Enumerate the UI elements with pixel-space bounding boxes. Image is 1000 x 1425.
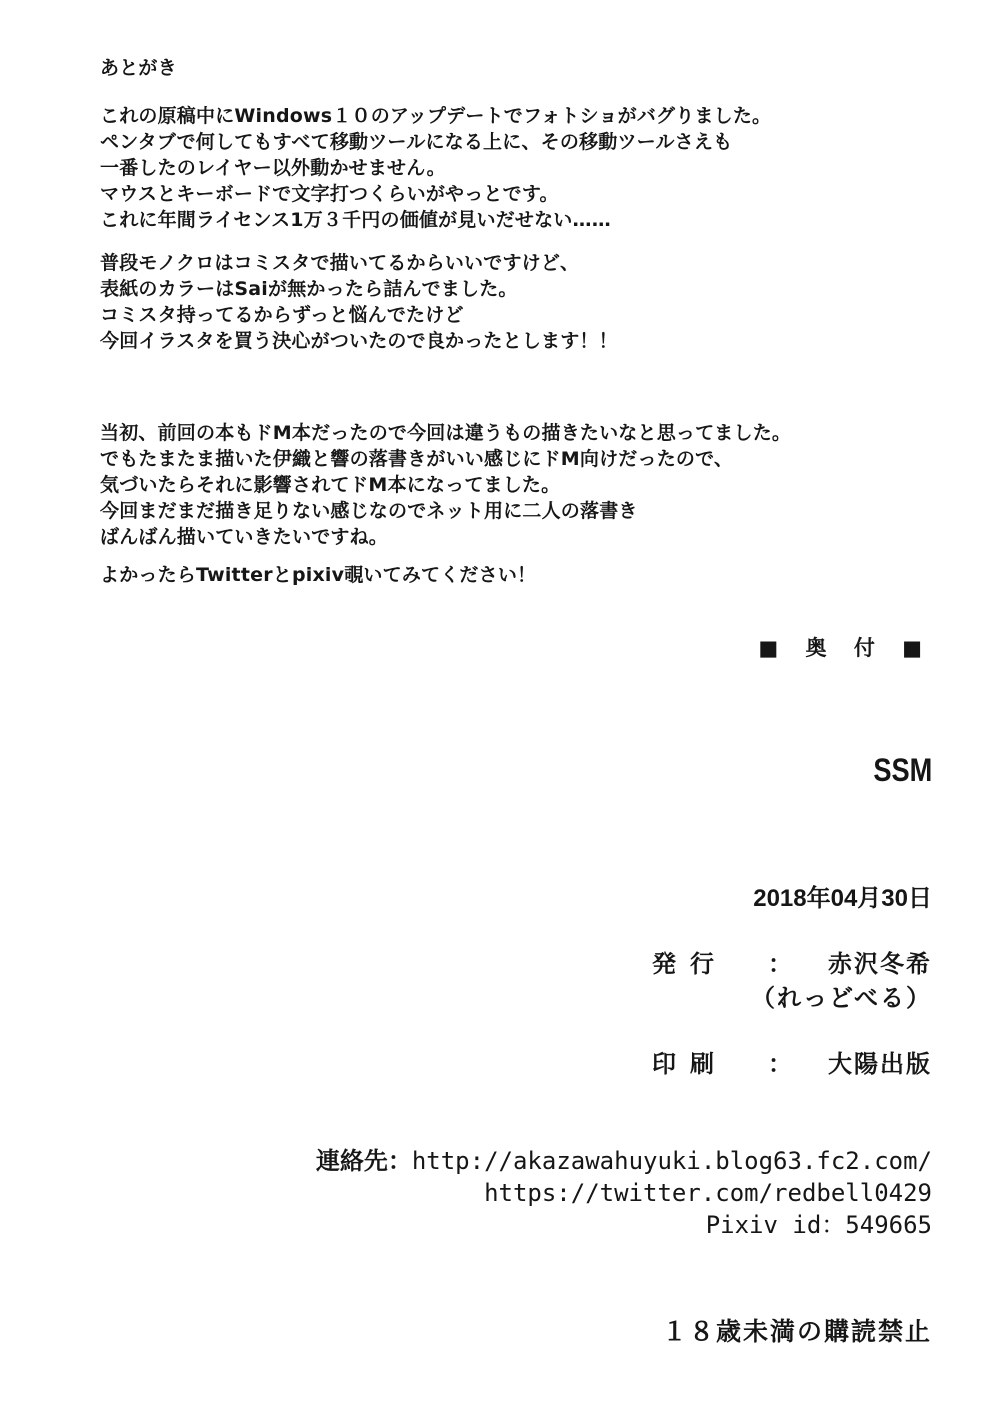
afterword-line: コミスタ持ってるからずっと悩んでたけど [100,304,464,326]
blog-url-link[interactable]: http://akazawahuyuki.blog63.fc2.com/ [411,1147,932,1175]
afterword-line: 表紙のカラーはSaiが無かったら詰んでました。 [100,278,518,300]
afterword-line: これの原稿中にWindows１０のアップデートでフォトショがバグりました。 [100,105,772,127]
afterword-line: 気づいたらそれに影響されてドM本になってました。 [100,474,561,496]
publisher-reading: （れっどべる） [750,984,932,1012]
afterword-line: 普段モノクロはコミスタで描いてるからいいですけど、 [100,252,580,274]
afterword-line: 今回イラスタを買う決心がついたので良かったとします！！ [100,330,618,352]
afterword-line: 今回まだまだ描き足りない感じなのでネット用に二人の落書き [100,500,638,522]
printer-name: 大陽出版 [828,1050,932,1078]
contact-blog-line [292,1145,932,1177]
contact-label: 連絡先： [315,1147,412,1175]
contact-block [292,1145,932,1241]
printer-label: 印刷 [652,1050,728,1078]
pixiv-id: Pixiv id：549665 [705,1211,932,1239]
afterword-line: ばんばん描いていきたいですね。 [100,526,389,548]
afterword-paragraph [100,250,618,354]
afterword-line: ペンタブで何してもすべて移動ツールになる上に、その移動ツールさえも [100,131,733,153]
age-restriction-notice: １８歳未満の購読禁止 [661,1317,932,1346]
circle-name: SSM [873,752,932,788]
contact-pixiv-line [292,1209,932,1241]
afterword-line: でもたまたま描いた伊織と響の落書きがいい感じにドM向けだったので、 [100,448,734,470]
afterword-paragraph [100,420,791,550]
printer-colon: ： [768,1050,792,1078]
contact-twitter-line [292,1177,932,1209]
afterword-line: これに年間ライセンス1万３千円の価値が見いだせない…… [100,209,611,231]
publisher-name: 赤沢冬希 [828,950,932,978]
publisher-row [652,944,932,976]
afterword-paragraph [100,103,771,233]
afterword-line: マウスとキーボードで文字打つくらいがやっとです。 [100,183,559,205]
afterword-line: 当初、前回の本もドM本だったので今回は違うもの描きたいなと思ってました。 [100,422,792,444]
afterword-paragraph [100,562,536,588]
afterword-title: あとがき [100,57,177,79]
twitter-url-link[interactable]: https://twitter.com/redbell0429 [484,1179,932,1207]
publisher-label: 発行 [652,950,728,978]
publication-date: 2018年04月30日 [753,885,932,912]
printer-row [652,1044,932,1076]
afterword-line: 一番したのレイヤー以外動かせません。 [100,157,446,179]
afterword-line: よかったらTwitterとpixiv覗いてみてください！ [100,564,537,586]
publisher-colon: ： [768,950,792,978]
colophon-heading: ■ 奥 付 ■ [758,636,932,660]
